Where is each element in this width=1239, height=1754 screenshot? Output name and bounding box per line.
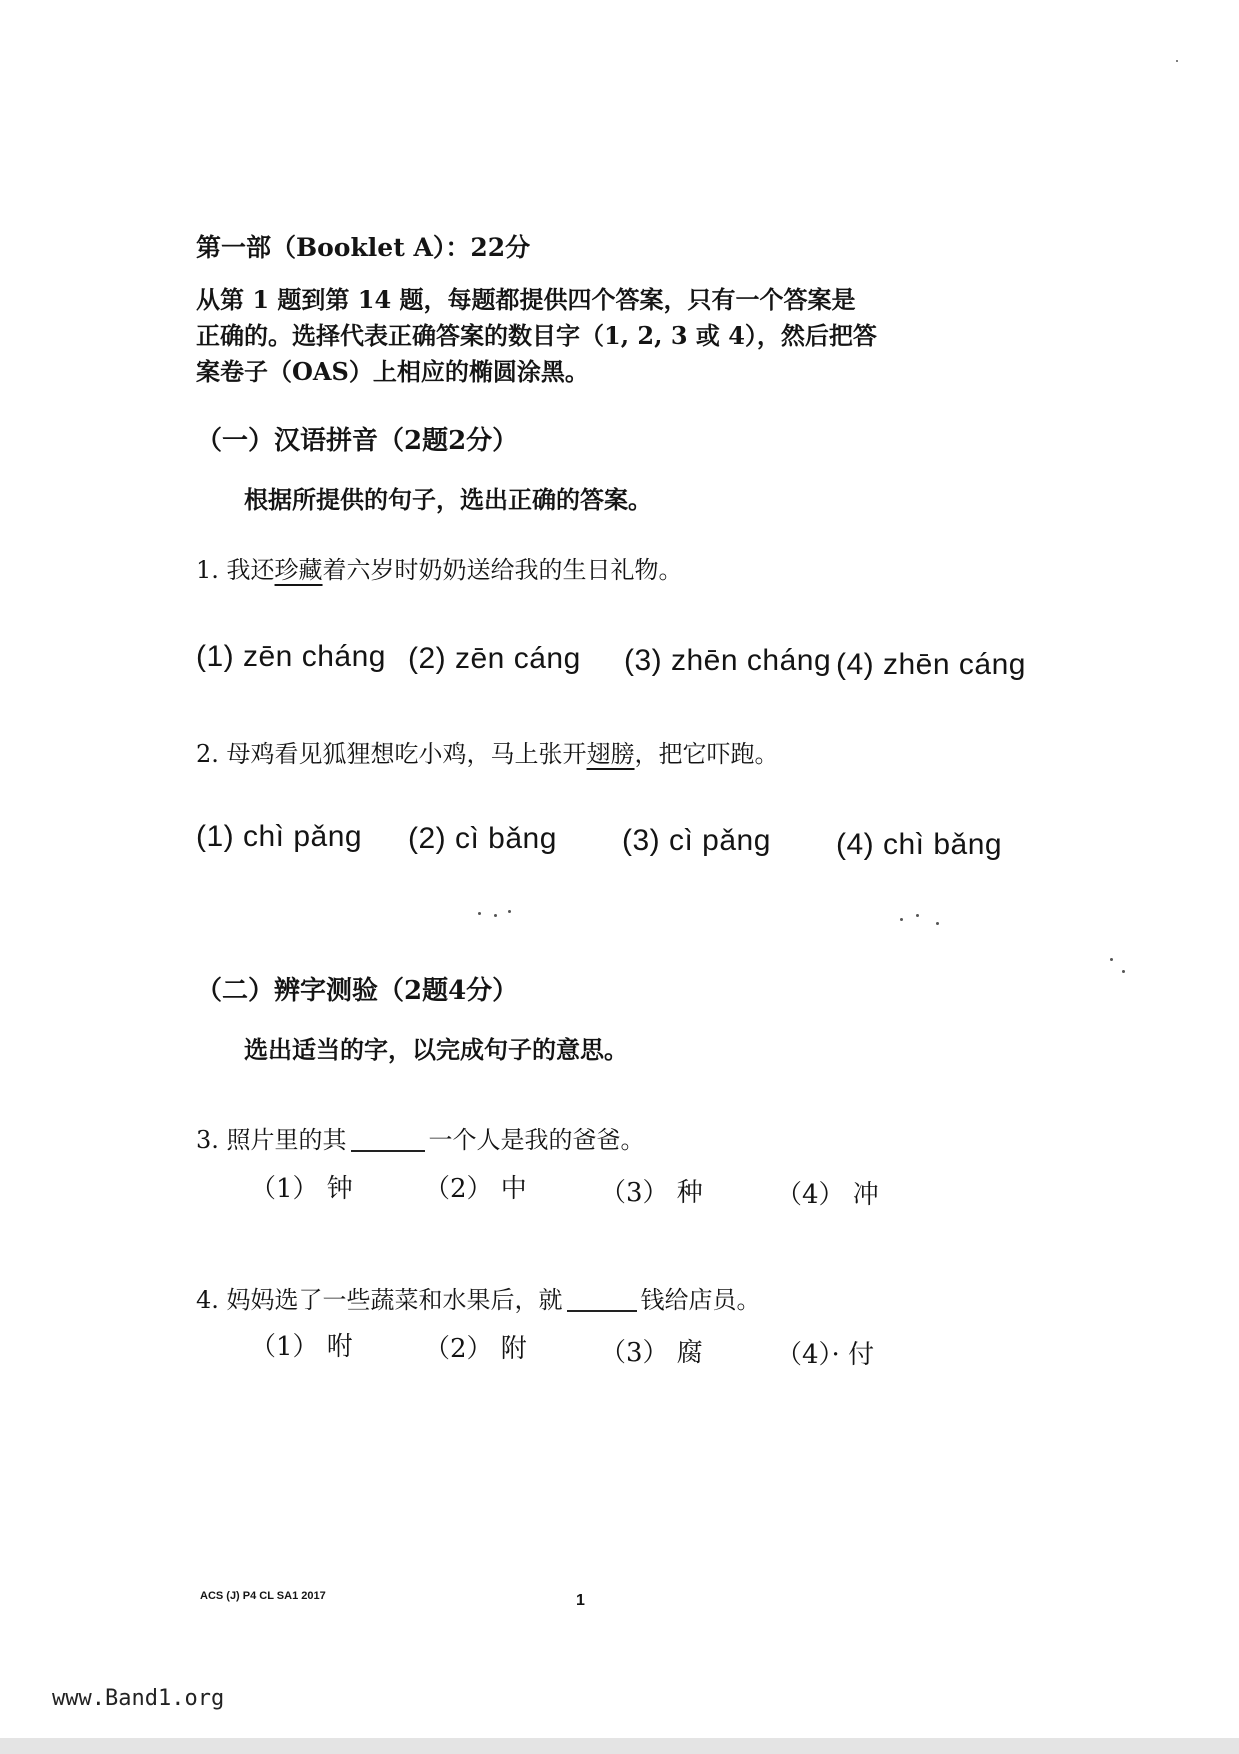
watermark-url[interactable]: www.Band1.org <box>52 1686 225 1711</box>
q2-text-before: 2. 母鸡看见狐狸想吃小鸡，马上张开 <box>196 740 587 768</box>
q1-text-before: 1. 我还 <box>196 556 275 584</box>
q4-option-4[interactable]: （4）· 付 <box>776 1340 875 1370</box>
scan-speck <box>936 922 939 925</box>
section1-heading: （一）汉语拼音（2题2分） <box>196 426 519 456</box>
q4-option-2[interactable]: （2） 附 <box>424 1334 527 1364</box>
scan-speck <box>1176 60 1178 62</box>
exam-code: ACS (J) P4 CL SA1 2017 <box>200 1590 326 1602</box>
q4-option-1[interactable]: （1） 咐 <box>250 1332 353 1362</box>
q4-blank <box>567 1309 637 1312</box>
q2-underlined-word: 翅膀 <box>586 740 635 768</box>
q1-option-2[interactable]: (2) zēn cáng <box>408 642 581 675</box>
q3-option-1[interactable]: （1） 钟 <box>250 1174 353 1204</box>
q3-option-2[interactable]: （2） 中 <box>424 1174 527 1204</box>
section2-heading: （二）辨字测验（2题4分） <box>196 976 519 1006</box>
q3-option-3[interactable]: （3） 种 <box>600 1178 703 1208</box>
section1-instruction: 根据所提供的句子，选出正确的答案。 <box>244 485 652 514</box>
q3-blank <box>351 1149 425 1152</box>
q1-text-after: 着六岁时奶奶送给我的生日礼物。 <box>322 556 683 584</box>
q3-text-before: 3. 照片里的其 <box>196 1126 347 1154</box>
page-title: 第一部（Booklet A）：22分 <box>196 233 531 262</box>
q1-option-1[interactable]: (1) zēn cháng <box>196 640 386 673</box>
page-number: 1 <box>576 1592 585 1609</box>
scan-speck <box>508 910 511 913</box>
scan-speck <box>900 918 903 921</box>
scan-speck <box>1110 958 1113 961</box>
q1-underlined-word: 珍藏 <box>274 556 323 584</box>
scan-bottom-edge <box>0 1738 1239 1754</box>
question-2 <box>196 734 779 769</box>
q2-option-3[interactable]: (3) cì pǎng <box>622 824 771 857</box>
q3-option-4[interactable]: （4） 冲 <box>776 1180 879 1210</box>
scan-speck <box>1122 970 1125 973</box>
instruction-line-1: 从第 1 题到第 14 题，每题都提供四个答案，只有一个答案是 <box>196 285 856 314</box>
question-3 <box>196 1120 645 1155</box>
q2-text-after: ，把它吓跑。 <box>634 740 779 768</box>
scan-speck <box>494 914 497 917</box>
q2-option-4[interactable]: (4) chì bǎng <box>836 828 1003 861</box>
question-4 <box>196 1280 761 1315</box>
q2-option-1[interactable]: (1) chì pǎng <box>196 820 363 853</box>
q4-text-after: 钱给店员。 <box>640 1286 761 1314</box>
instruction-line-3: 案卷子（OAS）上相应的椭圆涂黑。 <box>196 357 589 386</box>
scan-speck <box>916 914 919 917</box>
section2-instruction: 选出适当的字，以完成句子的意思。 <box>244 1035 628 1064</box>
q3-text-after: 一个人是我的爸爸。 <box>428 1126 645 1154</box>
q1-option-4[interactable]: (4) zhēn cáng <box>836 648 1026 681</box>
q4-option-3[interactable]: （3） 腐 <box>600 1338 703 1368</box>
instruction-line-2: 正确的。选择代表正确答案的数目字（1, 2, 3 或 4），然后把答 <box>196 321 877 350</box>
q4-text-before: 4. 妈妈选了一些蔬菜和水果后，就 <box>196 1286 563 1314</box>
q2-option-2[interactable]: (2) cì bǎng <box>408 822 557 855</box>
question-1 <box>196 550 683 585</box>
q1-option-3[interactable]: (3) zhēn cháng <box>624 644 832 677</box>
scan-speck <box>478 912 481 915</box>
